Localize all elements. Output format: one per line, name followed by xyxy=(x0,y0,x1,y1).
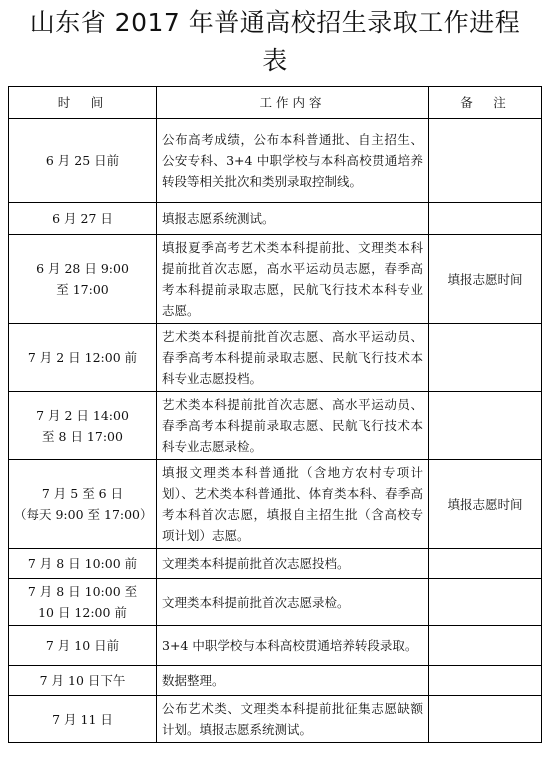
row-time xyxy=(9,324,157,392)
title-line-1: 山东省 2017 年普通高校招生录取工作进程 xyxy=(29,8,521,37)
row-note: 填报志愿时间 xyxy=(429,235,542,324)
table-row xyxy=(9,392,542,460)
row-note xyxy=(429,626,542,666)
row-note xyxy=(429,579,542,626)
row-time-line: 至 8 日 17:00 xyxy=(42,428,123,444)
header-content: 工作内容 xyxy=(157,87,429,119)
row-time xyxy=(9,235,157,324)
row-note xyxy=(429,696,542,743)
row-time-line: 10 日 12:00 前 xyxy=(38,605,127,620)
row-time xyxy=(9,119,157,203)
row-time-line: （每天 9:00 至 17:00） xyxy=(14,507,153,522)
table-body xyxy=(9,119,542,743)
table-row xyxy=(9,579,542,626)
row-note xyxy=(429,203,542,235)
row-time-line: 7 月 2 日 12:00 前 xyxy=(27,350,138,365)
title-line-2: 表 xyxy=(262,46,288,75)
page-title xyxy=(0,4,550,80)
row-time xyxy=(9,696,157,743)
header-note: 备 注 xyxy=(429,87,542,119)
schedule-table xyxy=(8,86,542,743)
table-row xyxy=(9,119,542,203)
row-time xyxy=(9,666,157,696)
table-row xyxy=(9,666,542,696)
row-time xyxy=(9,203,157,235)
row-time xyxy=(9,460,157,549)
row-note xyxy=(429,324,542,392)
row-time-line: 6 月 27 日 xyxy=(52,211,113,226)
row-time-line: 7 月 8 日 10:00 前 xyxy=(27,556,138,571)
table-row xyxy=(9,549,542,579)
row-content: 3+4 中职学校与本科高校贯通培养转段录取。 xyxy=(157,626,429,666)
table-row xyxy=(9,235,542,324)
row-time-line: 7 月 11 日 xyxy=(52,711,113,727)
row-content: 艺术类本科提前批首次志愿、高水平运动员、春季高考本科提前录取志愿、民航飞行技术本科专业志愿投档。 xyxy=(157,324,429,392)
row-content: 公布艺术类、文理类本科提前批征集志愿缺额计划。填报志愿系统测试。 xyxy=(157,696,429,743)
row-content: 填报夏季高考艺术类本科提前批、文理类本科提前批首次志愿，高水平运动员志愿，春季高考本科提前录取志愿，民航飞行技术本科专业志愿。 xyxy=(157,235,429,324)
table-row xyxy=(9,460,542,549)
table-row xyxy=(9,626,542,666)
row-time xyxy=(9,626,157,666)
row-time-line: 6 月 25 日前 xyxy=(45,153,120,168)
row-time xyxy=(9,549,157,579)
row-time-line: 7 月 5 至 6 日 xyxy=(41,486,124,501)
row-note xyxy=(429,119,542,203)
row-time-line: 7 月 10 日下午 xyxy=(39,673,126,688)
row-note: 填报志愿时间 xyxy=(429,460,542,549)
header-row xyxy=(9,87,542,119)
row-content: 艺术类本科提前批首次志愿、高水平运动员、春季高考本科提前录取志愿、民航飞行技术本科专业志愿录检。 xyxy=(157,392,429,460)
row-time-line: 7 月 8 日 10:00 至 xyxy=(27,584,138,599)
row-content: 填报志愿系统测试。 xyxy=(157,203,429,235)
table-row xyxy=(9,696,542,743)
table-row xyxy=(9,203,542,235)
row-content: 公布高考成绩，公布本科普通批、自主招生、公安专科、3+4 中职学校与本科高校贯通培养转段等相关批次和类别录取控制线。 xyxy=(157,119,429,203)
row-content: 数据整理。 xyxy=(157,666,429,696)
row-time xyxy=(9,579,157,626)
row-time-line: 6 月 28 日 9:00 xyxy=(36,261,129,276)
row-time-line: 7 月 10 日前 xyxy=(45,638,120,653)
row-time xyxy=(9,392,157,460)
row-note xyxy=(429,392,542,460)
row-note xyxy=(429,666,542,696)
row-content: 文理类本科提前批首次志愿投档。 xyxy=(157,549,429,579)
row-content: 文理类本科提前批首次志愿录检。 xyxy=(157,579,429,626)
row-note xyxy=(429,549,542,579)
row-time-line: 至 17:00 xyxy=(56,282,109,297)
table-row xyxy=(9,324,542,392)
header-time: 时 间 xyxy=(9,87,157,119)
row-content: 填报文理类本科普通批（含地方农村专项计划）、艺术类本科普通批、体育类本科、春季高考本科首次志愿，填报自主招生批（含高校专项计划）志愿。 xyxy=(157,460,429,549)
row-time-line: 7 月 2 日 14:00 xyxy=(36,407,129,423)
